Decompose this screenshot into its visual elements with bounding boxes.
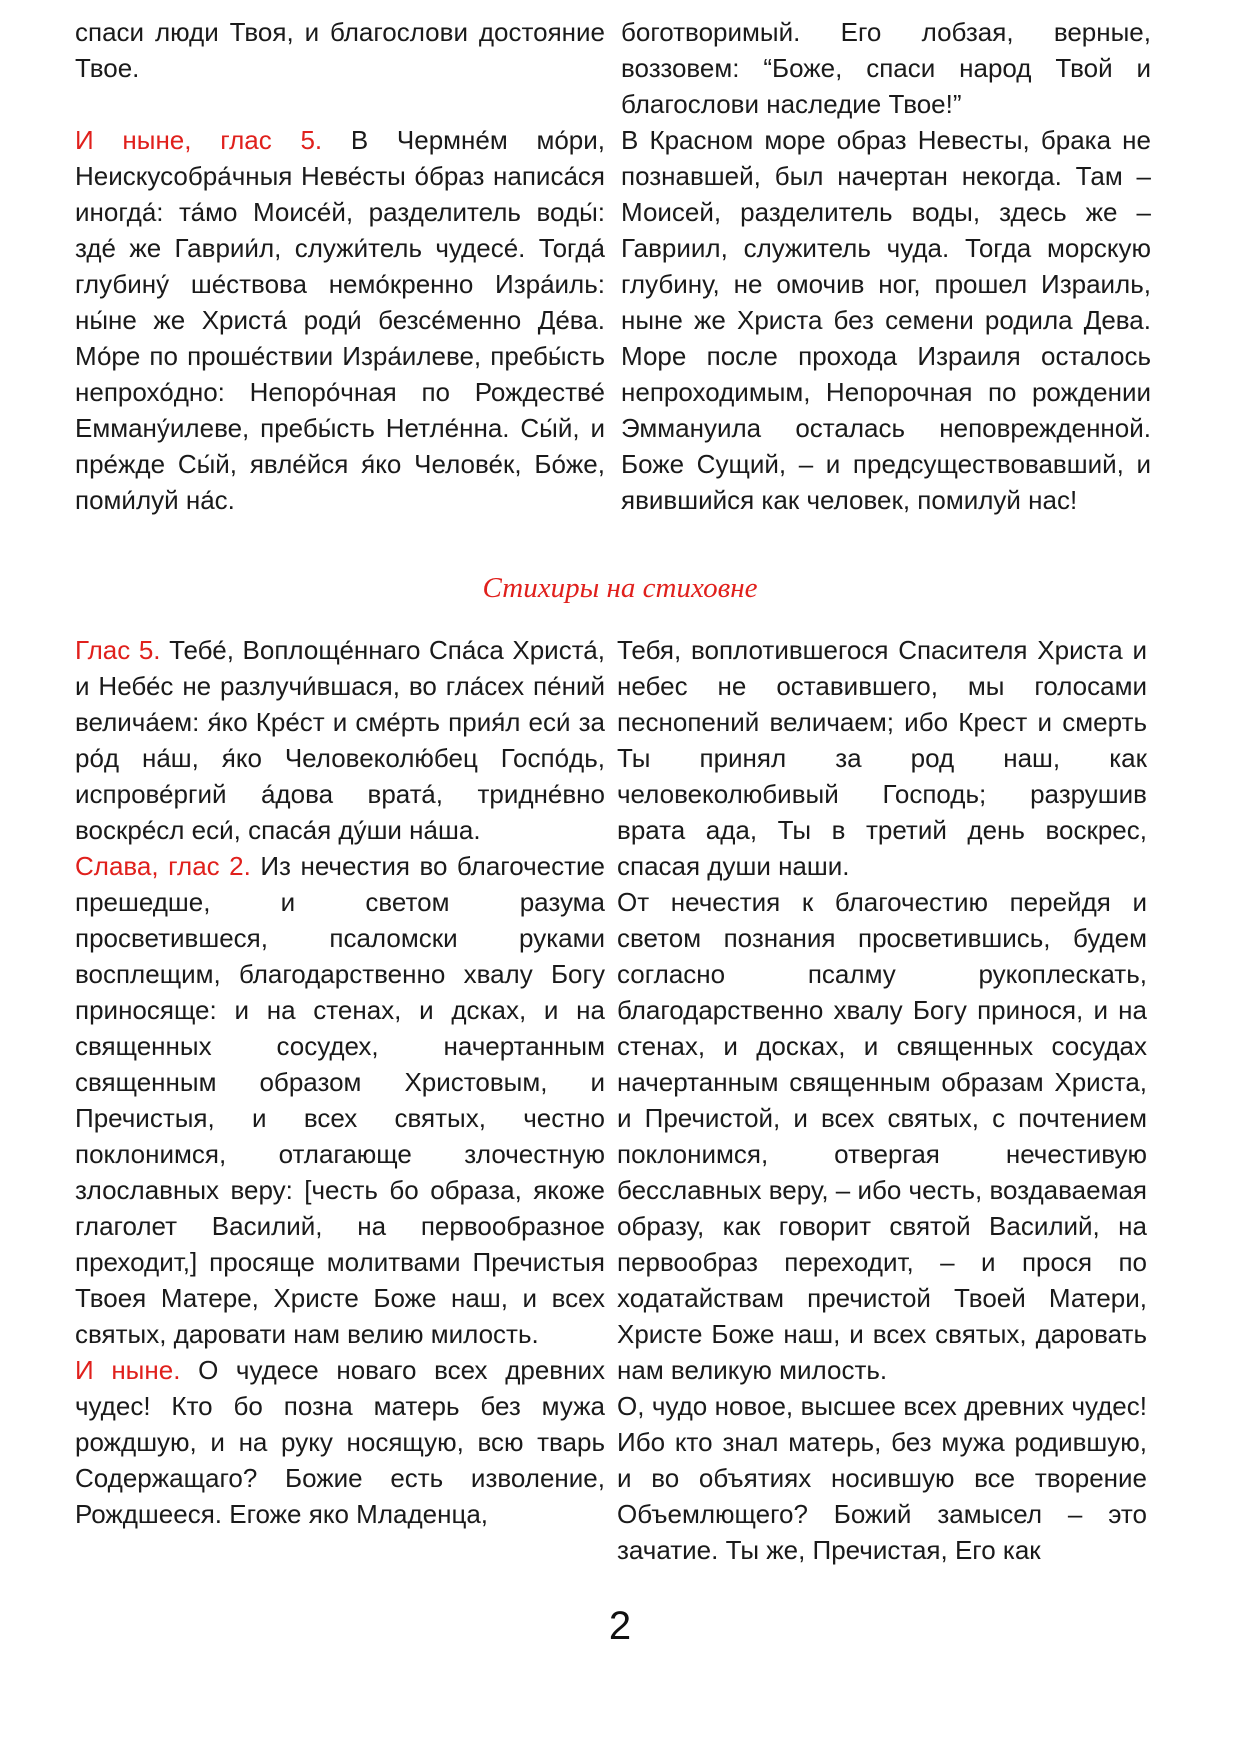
russian-translation-column-top	[621, 14, 1151, 518]
russian-translation-column-bottom	[617, 632, 1147, 1568]
paragraph-text: В Чермне́м мо́ри, Неискусобра́чныя Неве́сты о́браз написа́ся иногда́: та́мо Моисе́й, разделитель воды́: зде́ же Гаврии́л, служи́тель чудесе́. Тогда́ глубину́ ше́ствова немо́кренно Изра́иль: ны́не же Христа́ роди́ безсе́менно Де́ва. Мо́ре по проше́ствии Изра́илеве, пребы́сть непрохо́дно: Непоро́чная по Рождестве́ Емману́илеве, пребы́сть Нетле́нна. Сы́й, и пре́жде Сы́й, явле́йся я́ко Челове́к, Бо́же, поми́луй на́с.	[75, 125, 605, 515]
paragraph: От нечестия к благочестию перейдя и светом познания просветившись, будем согласно псалму рукоплескать, благодарственно хвалу Богу принося, и на стенах, и досках, и священных сосудах начертанным священным образам Христа, и Пречистой, и всех святых, с почтением поклонимся, отвергая нечестивую бесславных веру, – ибо честь, воздаваемая образу, как говорит святой Василий, на первообраз переходит, – и прося по ходатайствам пречистой Твоей Матери, Христе Боже наш, и всех святых, даровать нам великую милость.	[617, 887, 1147, 1385]
paragraph-text: Тебе́, Воплоще́ннаго Спа́са Христа́, и Небе́с не разлучи́вшася, во гла́сех пе́ний велича́ем: я́ко Кре́ст и сме́рть прия́л еси́ за ро́д на́ш, я́ко Человеколю́бец Госпо́дь, испрове́ргий а́дова врата́, тридне́вно воскре́сл еси́, спаса́я ду́ши на́ша.	[75, 635, 605, 845]
paragraph: боготворимый. Его лобзая, верные, воззовем: “Боже, спаси народ Твой и благослови наследие Твое!”	[621, 17, 1151, 119]
rubric-label: И ныне, глас 5.	[75, 125, 323, 155]
rubric-label: Глас 5.	[75, 635, 161, 665]
paragraph-text: Из нечестия во благочестие прешедше, и светом разума просветившеся, псаломски руками восплещим, благодарственно хвалу Богу приносяще: и на стенах, и дсках, и на священных сосудех, начертанным священным образом Христовым, и Пречистыя, и всех святых, честно поклонимся, отлагающе злочестную злославных веру: [честь бо образа, якоже глаголет Василий, на первообразное преходит,] просяще молитвами Пречистыя Твоея Матере, Христе Боже наш, и всех святых, даровати нам велию милость.	[75, 851, 605, 1349]
rubric-label: И ныне.	[75, 1355, 181, 1385]
rubric-label: Слава, глас 2.	[75, 851, 251, 881]
paragraph: спаси люди Твоя, и благослови достояние Твое.	[75, 17, 605, 83]
paragraph	[75, 632, 605, 848]
section-heading: Стихиры на стиховне	[482, 572, 758, 604]
paragraph-text: О чудесе новаго всех древних чудес! Кто бо позна матерь без мужа рождшую, и на руку носящую, всю тварь Содержащаго? Божие есть изволение, Рождшееся. Егоже яко Младенца,	[75, 1355, 605, 1529]
paragraph	[75, 848, 605, 1352]
paragraph	[75, 1352, 605, 1532]
paragraph: О, чудо новое, высшее всех древних чудес! Ибо кто знал матерь, без мужа родившую, и во объятиях носившую все творение Объемлющего? Божий замысел – это зачатие. Ты же, Пречистая, Его как	[617, 1391, 1147, 1565]
church-slavonic-column-bottom	[75, 632, 605, 1532]
paragraph	[75, 122, 605, 518]
paragraph: Тебя, воплотившегося Спасителя Христа и небес не оставившего, мы голосами песнопений величаем; ибо Крест и смерть Ты принял за род наш, как человеколюбивый Господь; разрушив врата ада, Ты в третий день воскрес, спасая души наши.	[617, 635, 1147, 881]
church-slavonic-column-top	[75, 14, 605, 518]
paragraph: В Красном море образ Невесты, брака не познавшей, был начертан некогда. Там – Моисей, разделитель воды, здесь же – Гавриил, служитель чуда. Тогда морскую глубину, не омочив ног, прошел Израиль, ныне же Христа без семени родила Дева. Море после прохода Израиля осталось непроходимым, Непорочная по рождении Эммануила осталась неповрежденной. Боже Сущий, – и предсуществовавший, и явившийся как человек, помилуй нас!	[621, 125, 1151, 515]
page-number: 2	[608, 1604, 632, 1648]
